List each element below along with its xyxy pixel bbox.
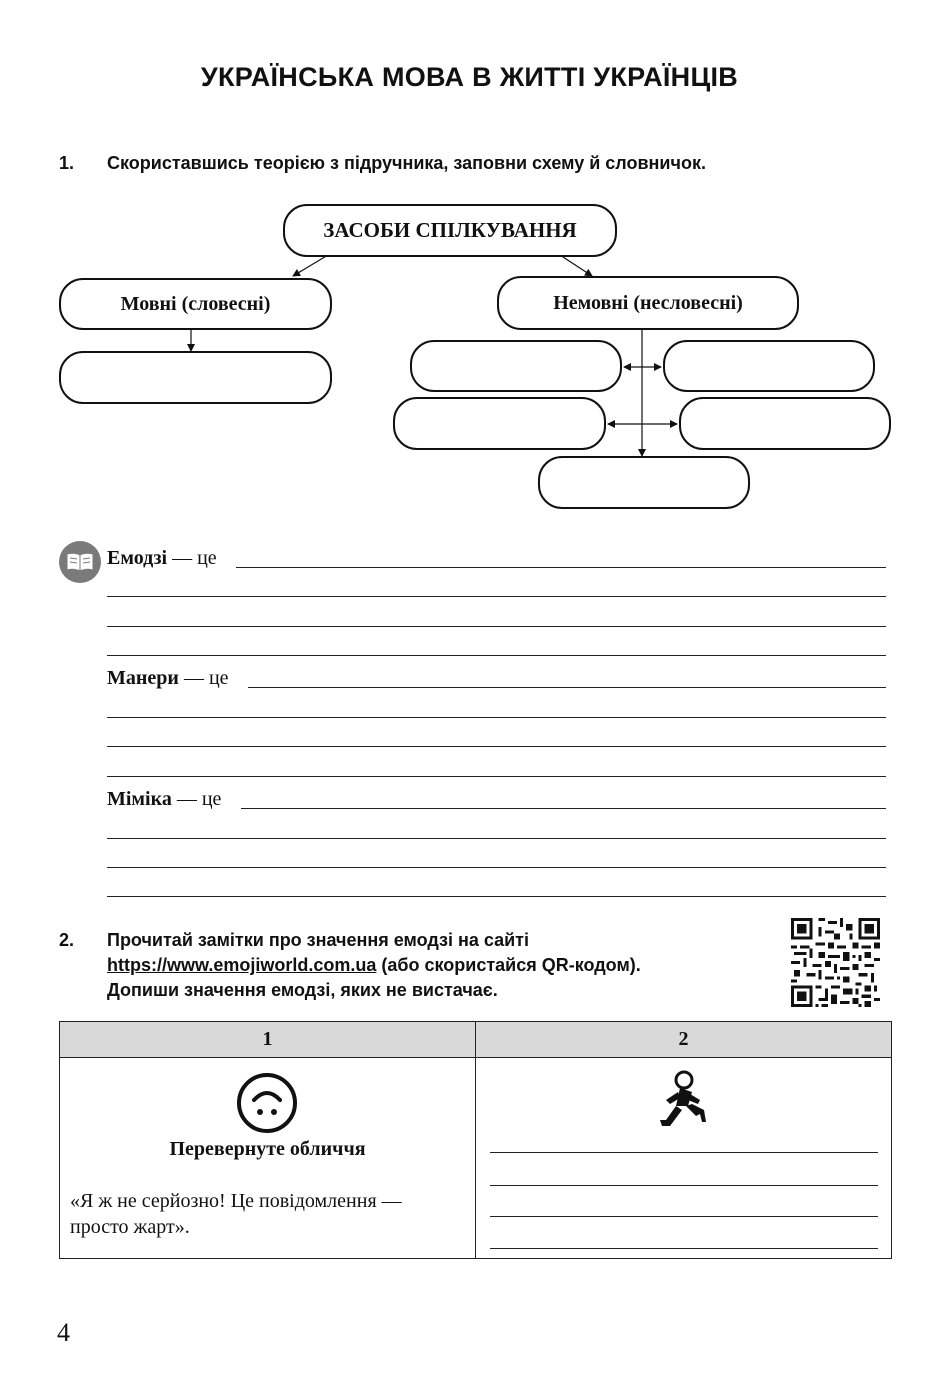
book-icon bbox=[59, 541, 101, 583]
task-2-number: 2. bbox=[59, 930, 75, 950]
answer-line[interactable] bbox=[107, 867, 886, 868]
answer-line[interactable] bbox=[241, 808, 886, 809]
task-2-line-3: Допиши значення емодзі, яких не вистачає. bbox=[107, 980, 498, 1000]
scheme-root-box: ЗАСОБИ СПІЛКУВАННЯ bbox=[283, 204, 617, 257]
answer-line[interactable] bbox=[107, 655, 886, 656]
emoji-name: Перевернуте обличчя bbox=[169, 1138, 366, 1160]
task-2-line-2: https://www.emojiworld.com.ua (або скористайся QR-кодом). bbox=[107, 955, 641, 975]
table-cell-1 bbox=[60, 1058, 476, 1259]
scheme-nonverbal-blank-3[interactable] bbox=[393, 397, 606, 450]
answer-line[interactable] bbox=[107, 776, 886, 777]
answer-line[interactable] bbox=[107, 717, 886, 718]
scheme-nonverbal-blank-4[interactable] bbox=[679, 397, 891, 450]
answer-line[interactable] bbox=[236, 567, 886, 568]
task-1-number: 1. bbox=[59, 153, 75, 173]
answer-line[interactable] bbox=[490, 1248, 878, 1249]
answer-line[interactable] bbox=[107, 838, 886, 839]
answer-line[interactable] bbox=[107, 896, 886, 897]
scheme-verbal-box: Мовні (словесні) bbox=[59, 278, 332, 330]
answer-line[interactable] bbox=[107, 746, 886, 747]
answer-line[interactable] bbox=[490, 1152, 878, 1153]
answer-line[interactable] bbox=[490, 1216, 878, 1217]
task-1-text: Скориставшись теорією з підручника, заповни схему й словничок. bbox=[107, 153, 706, 173]
glossary-term-manners: Манери — це bbox=[107, 667, 229, 689]
answer-line[interactable] bbox=[490, 1185, 878, 1186]
qr-code-icon[interactable] bbox=[791, 918, 880, 1007]
upside-down-face-icon bbox=[236, 1072, 298, 1134]
answer-line[interactable] bbox=[248, 687, 886, 688]
emojiworld-link[interactable]: https://www.emojiworld.com.ua bbox=[107, 955, 377, 975]
task-2-text bbox=[107, 928, 641, 1003]
table-header-2: 2 bbox=[476, 1022, 892, 1058]
scheme-nonverbal-blank-2[interactable] bbox=[663, 340, 875, 392]
glossary-term-mimicry: Міміка — це bbox=[107, 788, 222, 810]
scheme-nonverbal-blank-5[interactable] bbox=[538, 456, 750, 509]
page-number: 4 bbox=[57, 1318, 70, 1347]
table-header-1: 1 bbox=[60, 1022, 476, 1058]
page-title: УКРАЇНСЬКА МОВА В ЖИТТІ УКРАЇНЦІВ bbox=[200, 62, 739, 92]
table-cell-2 bbox=[476, 1058, 892, 1259]
answer-line[interactable] bbox=[107, 626, 886, 627]
task-2-line-1: Прочитай замітки про значення емодзі на сайті bbox=[107, 930, 529, 950]
scheme-nonverbal-blank-1[interactable] bbox=[410, 340, 622, 392]
emoji-table bbox=[59, 1021, 892, 1259]
scheme-nonverbal-box: Немовні (несловесні) bbox=[497, 276, 799, 330]
scheme-verbal-blank[interactable] bbox=[59, 351, 332, 404]
answer-line[interactable] bbox=[107, 596, 886, 597]
running-person-icon bbox=[656, 1070, 712, 1130]
emoji-meaning: «Я ж не серйозно! Це повідомлення — просто жарт». bbox=[70, 1190, 402, 1238]
glossary-term-emoji: Емодзі — це bbox=[107, 547, 217, 569]
